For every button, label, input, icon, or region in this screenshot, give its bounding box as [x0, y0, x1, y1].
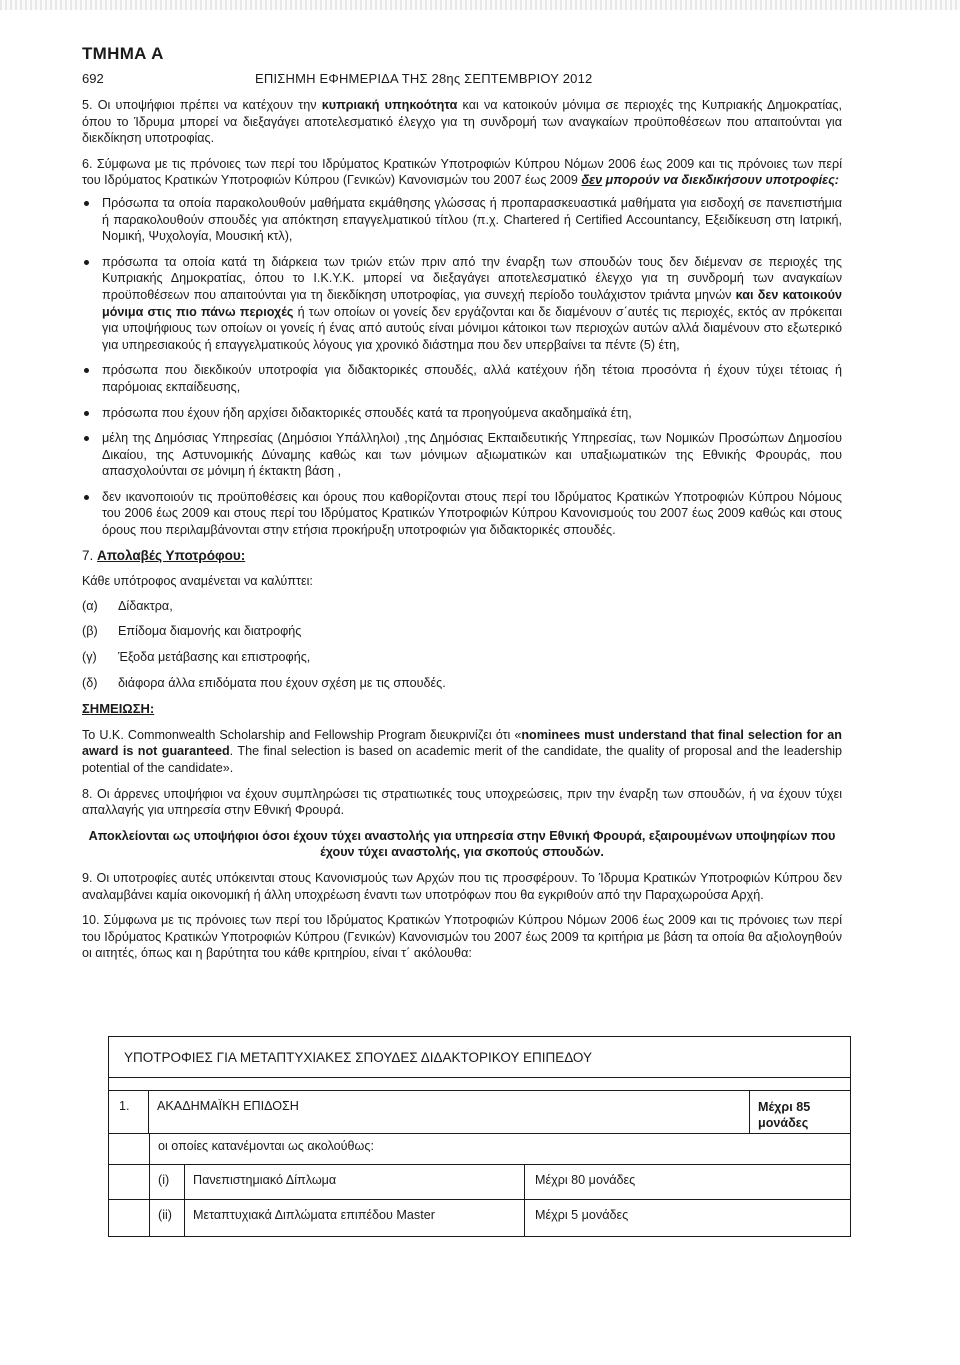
note-text: Το U.K. Commonwealth Scholarship and Fellowship Program διευκρινίζει ότι «nominees must understand that final selection for an award is not guaranteed. The final selection is based on academic merit of the candidate, the quality of proposal and the leadership potential of the candidate». [82, 727, 843, 775]
list-item: δεν ικανοποιούν τις προϋποθέσεις και όρους που καθορίζονται στους περί του Ιδρύματος Κρατικών Υποτροφιών Κύπρου Νόμους του 2006 έως 2009 και στους περί του Ιδρύματος Κρατικών Υποτροφιών Κύπρου Κανονισμούς του 2007 έως 2009 καθώς και στους όρους που περιλαμβάνονται στην ετήσια προκήρυξη υποτροφιών για διδακτορικές σπουδές. [82, 489, 842, 539]
paragraph-9: 9. Οι υποτροφίες αυτές υπόκεινται στους Κανονισμούς των Αρχών που τις προσφέρουν. Το Ίδρυμα Κρατικών Υποτροφιών Κύπρου δεν αναλαμβάνει καμία οικονομική ή άλλη υποχρέωση έναντι των υποτρόφων που θα εγκριθούν από την Παραχωρούσα Αρχή. [82, 870, 842, 902]
paragraph-7-intro: Κάθε υπότροφος αναμένεται να καλύπτει: [82, 574, 313, 589]
section-label: ΤΜΗΜΑ Α [82, 44, 164, 63]
list-item: μέλη της Δημόσιας Υπηρεσίας (Δημόσιοι Υπάλληλοι) ,της Δημόσιας Εκπαιδευτικής Υπηρεσίας, των Νομικών Προσώπων Δημοσίου Δικαίου, της Αστυνομικής Δύναμης καθώς και των μόνιμων αξιωματικών και υπαξιωματικών της Εθνικής Φρουράς, που απασχολούνται σε μόνιμη ή έκτακτη βάση , [82, 430, 842, 480]
exclusion-notice: Αποκλείονται ως υποψήφιοι όσοι έχουν τύχει αναστολής για υπηρεσία στην Εθνική Φρουρά, εξαιρουμένων υποψηφίων που έχουν τύχει αναστολής, για σκοπούς σπουδών. [88, 828, 836, 860]
coverage-list [82, 598, 842, 691]
paragraph-8: 8. Οι άρρενες υποψήφιοι να έχουν συμπληρώσει τις στρατιωτικές τους υποχρεώσεις, πριν την έναρξη των σπουδών, ή να έχουν τύχει απαλλαγής για υπηρεσία στην Εθνική Φρουρά. [82, 786, 842, 818]
note-title: ΣΗΜΕΙΩΣΗ: [82, 701, 155, 717]
document-body [82, 97, 842, 971]
max-points: Μέχρι 85 μονάδες [758, 1100, 811, 1130]
table-row: οι οποίες κατανέμονται ως ακολούθως: [109, 1134, 850, 1165]
list-item: (α) Δίδακτρα, [82, 598, 173, 613]
paragraph-10: 10. Σύμφωνα με τις πρόνοιες των περί του Ιδρύματος Κρατικών Υποτροφιών Κύπρου Νόμων 2006 έως 2009 και τις πρόνοιες των περί του Ιδρύματος Κρατικών Υποτροφιών Κύπρου (Γενικών) Κανονισμών του 2007 έως 2009 τα κριτήρια με βάση τα οποία θα αξιολογηθούν οι αιτητές, όπως και η βαρύτητα του κάθε κριτηρίου, είναι τ΄ ακόλουθα: [82, 913, 842, 961]
paragraph-6: 6. Σύμφωνα με τις πρόνοιες των περί του Ιδρύματος Κρατικών Υποτροφιών Κύπρου Νόμων 2006 έως 2009 και τις πρόνοιες των περί του Ιδρύματος Κρατικών Υποτροφιών Κύπρου (Γενικών) Κανονισμών του 2007 έως 2009 δεν μπορούν να διεκδικήσουν υποτροφίες: [82, 156, 842, 188]
table-row: (ii) Μεταπτυχιακά Διπλώματα επιπέδου Master Μέχρι 5 μονάδες [109, 1200, 850, 1236]
list-item: (γ) Έξοδα μετάβασης και επιστροφής, [82, 650, 311, 665]
list-item: πρόσωπα τα οποία κατά τη διάρκεια των τριών ετών πριν από την έναρξη των σπουδών τους δεν διέμεναν σε περιοχές της Κυπριακής Δημοκρατίας, όπου το Ι.Κ.Υ.Κ. μπορεί να διεξαγάγει αποτελεσματικό έλεγχο για τη συνδρομή των αναγκαίων προϋποθέσεων που απαιτούνται για τη διεκδίκηση υποτροφίας, για συνεχή περίοδο τουλάχιστον τριάντα μηνών και δεν κατοικούν μόνιμα στις πιο πάνω περιοχές ή των οποίων οι γονείς δεν εργάζονται και δε διαμένουν σ΄αυτές τις περιοχές, εκτός αν πρόκειται για υποψήφιους των οποίων οι γονείς ή ένας από αυτούς είναι μόνιμοι κάτοικοι των περιοχών αυτών αλλά διαμένουν στο εξωτερικό για υπηρεσιακούς ή επαγγελματικούς λόγους για χρονικό διάστημα που δεν υπερβαίνει τα πέντε (5) έτη, [82, 254, 842, 354]
list-item: πρόσωπα που διεκδικούν υποτροφία για διδακτορικές σπουδές, αλλά κατέχουν ήδη τέτοια προσόντα ή έχουν τύχει τέτοιας ή παρόμοιας εκπαίδευσης, [82, 362, 842, 395]
paragraph-7-heading: 7. Απολαβές Υποτρόφου: [82, 547, 246, 563]
table-row: 1. ΑΚΑΔΗΜΑΪΚΗ ΕΠΙΔΟΣΗ Μέχρι 85 μονάδες [109, 1091, 850, 1134]
paragraph-5: 5. Οι υποψήφιοι πρέπει να κατέχουν την κυπριακή υπηκοότητα και να κατοικούν μόνιμα σε περιοχές της Κυπριακής Δημοκρατίας, όπου το Ίδρυμα μπορεί να διεξαγάγει αποτελεσματικό έλεγχο για τη συνδρομή των αναγκαίων προϋποθέσεων που απαιτούνται για διεκδίκηση υποτροφίας. [82, 98, 842, 146]
table-row: (i) Πανεπιστημιακό Δίπλωμα Μέχρι 80 μονάδες [109, 1165, 850, 1200]
page-number: 692 [82, 71, 104, 86]
exclusion-list [82, 195, 842, 539]
list-item: (β) Επίδομα διαμονής και διατροφής [82, 624, 302, 639]
table-spacer [109, 1078, 850, 1091]
scan-edge [0, 0, 960, 10]
list-item: Πρόσωπα τα οποία παρακολουθούν μαθήματα εκμάθησης γλώσσας ή προπαρασκευαστικά μαθήματα για εισδοχή σε πανεπιστήμια ή παρακολουθούν σπουδές για απόκτηση επαγγελματικού τίτλου (π.χ. Chartered ή Certified Accountancy, Εξειδίκευση στη Ιατρική, Νομική, Ψυχολογία, Μουσική κτλ), [82, 195, 842, 245]
list-item: (δ) διάφορα άλλα επιδόματα που έχουν σχέση με τις σπουδές. [82, 675, 446, 690]
criteria-table [108, 1036, 851, 1237]
list-item: πρόσωπα που έχουν ήδη αρχίσει διδακτορικές σπουδές κατά τα προηγούμενα ακαδημαϊκά έτη, [82, 405, 842, 422]
table-title: ΥΠΟΤΡΟΦΙΕΣ ΓΙΑ ΜΕΤΑΠΤΥΧΙΑΚΕΣ ΣΠΟΥΔΕΣ ΔΙΔΑΚΤΟΡΙΚΟΥ ΕΠΙΠΕΔΟΥ [109, 1037, 850, 1078]
gazette-header: ΕΠΙΣΗΜΗ ΕΦΗΜΕΡΙΔΑ ΤΗΣ 28ης ΣΕΠΤΕΜΒΡΙΟΥ 2012 [255, 71, 593, 86]
